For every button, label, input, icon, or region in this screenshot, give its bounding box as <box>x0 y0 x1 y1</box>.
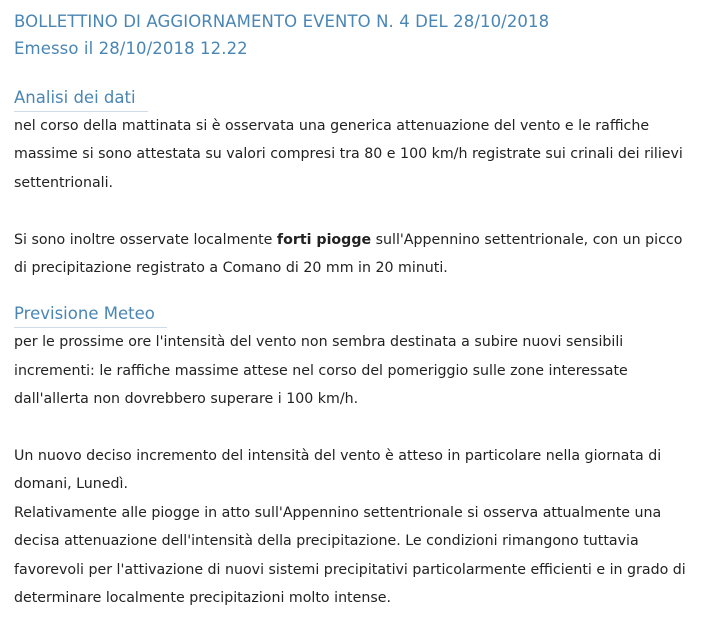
section-heading-previsione: Previsione Meteo <box>14 303 167 328</box>
previsione-paragraph-1: per le prossime ore l'intensità del vento non sembra destinata a subire nuovi sensibili incrementi: le raffiche massime attese nel corso del pomeriggio sulle zone interessate dall'allerta non dovrebbero superare i 100 km/h. <box>14 334 628 408</box>
analisi-paragraph-2-after: sull'Appennino settentrionale, con un picco di precipitazione registrato a Comano di 20 mm in 20 minuti. <box>14 231 683 277</box>
bulletin-title: BOLLETTINO DI AGGIORNAMENTO EVENTO N. 4 DEL 28/10/2018 <box>14 12 550 31</box>
analisi-paragraph-2-before: Si sono inoltre osservate localmente <box>14 231 277 248</box>
bulletin-issued-date: Emesso il 28/10/2018 12.22 <box>14 39 248 58</box>
bulletin-page <box>14 8 698 612</box>
previsione-paragraph-2: Un nuovo deciso incremento del intensità del vento è atteso in particolare nella giornata di domani, Lunedì. <box>14 448 662 493</box>
section-heading-analisi: Analisi dei dati <box>14 87 148 112</box>
analisi-paragraph-2-bold: forti piogge <box>276 231 372 248</box>
analisi-paragraph-2 <box>14 226 698 283</box>
spacer <box>14 197 698 225</box>
spacer <box>14 414 698 442</box>
previsione-paragraph-3: Relativamente alle piogge in atto sull'Appennino settentrionale si osserva attualmente una decisa attenuazione dell'intensità della precipitazione. Le condizioni rimangono tuttavia favorevoli per l'attivazione di nuovi sistemi precipitativi particolarmente efficienti e in grado di determinare localmente precipitazioni molto intense. <box>14 504 686 607</box>
analisi-paragraph-1: nel corso della mattinata si è osservata una generica attenuazione del vento e le raffiche massime si sono attestata su valori compresi tra 80 e 100 km/h registrate sui crinali dei rilievi settentrionali. <box>14 118 683 191</box>
